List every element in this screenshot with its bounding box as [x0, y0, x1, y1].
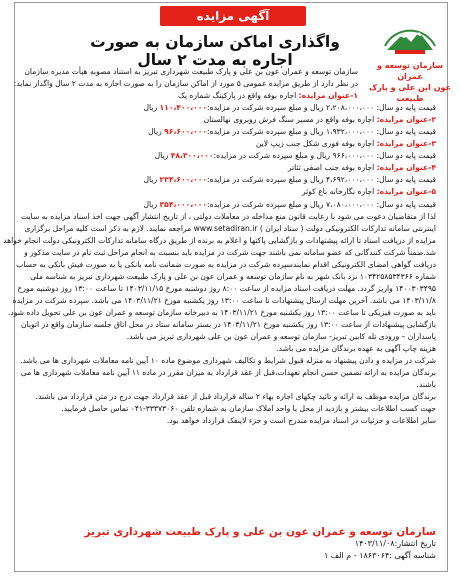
currency-label: ریال [148, 127, 165, 137]
body-line [22, 186, 436, 198]
currency-label: ریال [154, 151, 171, 161]
ad-title: واگذاری اماکن سازمان به صورت اجاره به مدت ۲ سال [90, 33, 340, 69]
body-line [22, 126, 436, 138]
currency-label: ریال [143, 175, 160, 185]
deposit-amount: ۲۳۴،۶۰۰،۰۰۰ [159, 175, 208, 185]
deposit-amount: ۳۵۴،۰۰۰،۰۰۰ [159, 199, 208, 209]
body-line [22, 403, 436, 415]
logo-caption-line2: عون ابن علی و پارک طبیعت [369, 83, 451, 103]
body-text: پاسداران – ورودی تله کابین تبریز- سازمان توسعه و عمران عون بن علی شهرداری تبریز می باشد. [126, 332, 436, 342]
logo-caption-line1: سازمان توسعه و عمران [376, 61, 444, 81]
body-text: اجاره بوفه فوری شکل جنب زیپ لاین [255, 139, 377, 149]
body-line [22, 379, 436, 391]
body-text: قیمت پایه دو سال: ۹۶۶،۰۰۰،۰۰۰ ریال و مبلغ سپرده شرکت در مزایده: [213, 151, 436, 161]
body-text: لذا از متقاضیان دعوت می شود با رعایت قانون منع مداخله در معاملات دولتی ، از تاریخ انتشار آگهی جهت اخذ اسناد مزایده به سایت [21, 211, 436, 221]
ad-footer [22, 526, 436, 562]
body-text: باید به صورت فیزیکی تا ساعت ۱۳:۰۰ روز یکشنبه مورخ ۱۴۰۳/۱۱/۲۱ به دبیرخانه سازمان توسعه و عمران عون بن علی تحویل داده شود. [7, 307, 436, 317]
body-text: جهت کسب اطلاعات بیشتر و بازدید از محل با واحد املاک سازمان به شماره تلفن ۳۳۳۷۳۰۶۰-۰۴۱ تماس حاصل فرمایید. [61, 404, 436, 414]
body-text: اجاره بوفه جنب اصفی تئاتر [287, 163, 377, 173]
body-text: اجاره بوفه واقع در مسیر سنگ فرش روبروی نهالستان [203, 115, 377, 125]
item-title: ۱-عنوان مزایده: [298, 91, 358, 101]
body-line [22, 138, 436, 150]
body-text: در نظر دارد از طریق مزایده عمومی ۵ مورد از اماکن سازمان را به صورت اجاره به مدت ۲ سال واگذار نماید: [13, 79, 358, 89]
body-line [17, 283, 436, 295]
currency-label: ریال [143, 199, 160, 209]
body-line [22, 90, 436, 102]
deposit-amount: ۹۶،۶۰۰،۰۰۰ [164, 127, 208, 137]
signature: سازمان توسعه و عمران عون بن علی و پارک طبیعت شهرداری تبریز [84, 526, 436, 538]
body-text: ۱۴۰۰۳۰۳۴۹۵ واریز گردد. مهلت دریافت اسناد مزایده از ساعت ۸:۰۰ روز دوشنبه مورخ ۱۴۰۳/۱۱/۱۵ تا ساعت ۱۳:۰۰ روز دوشنبه مورخ [17, 283, 436, 293]
ad-id: شناسه آگهی :۱۸۶۳۰۶۴ - م الف ۱ [323, 551, 436, 560]
body-text: اینترنتی سامانه تدارکات الکترونیکی دولت ( ستاد ایران ) www.setadiran.ir مراجعه نمایند. لازم به ذکر است کلیه مراحل برگزاری [24, 223, 436, 233]
body-text: اجاره بوفه واقع در پارکینگ شماره یک [178, 91, 299, 101]
ad-body [3, 66, 436, 427]
currency-label: ریال [143, 103, 160, 113]
body-line [22, 271, 436, 283]
body-line [22, 66, 436, 78]
body-text: مزایده از دریافت اسناد تا ارائه پیشنهادات و بازگشایی پاکتها و اعلام به برنده از طریق درگاه سامانه تدارکات الکترونیکی دولت انجام خواهد [3, 235, 436, 245]
body-line [22, 150, 436, 162]
body-text: اجاره نگارخانه باغ کوثر [301, 187, 377, 197]
body-text: شماره ۱۰۳۴۲۵۸۵۳۴۳۶۶ نزد بانک شهر به نام سازمان توسعه و عمران عون بن علی و پارک طبیعت شهرداری تبریز به شناسه ملی [30, 271, 436, 281]
body-text: سازمان توسعه و عمران عون بن علی و پارک طبیعت شهرداری تبریز به استناد مصوبه هیأت مدیره سازمان [24, 67, 358, 76]
body-text: قیمت پایه دو سال: ۱،۹۳۲،۰۰۰،۰۰۰ ریال و مبلغ سپرده شرکت در مزایده: [207, 127, 436, 137]
body-line [3, 235, 436, 247]
body-line [22, 391, 436, 403]
item-title: ۵-عنوان مزایده: [376, 187, 436, 197]
body-text: قیمت پایه دو سال: ۷،۰۸۰،۰۰۰،۰۰۰ ریال و مبلغ سپرده شرکت در مزایده: [207, 199, 436, 209]
body-line [22, 367, 436, 379]
body-line [22, 211, 436, 223]
body-text: برندگان مزایده موظف به ارائه و تائید چکهای اجاره بهاء ۲ ساله قرارداد قبل از عقد قرارداد جهت درج در متن قرارداد می باشند. [35, 392, 436, 402]
body-line [22, 102, 436, 114]
item-title: ۲-عنوان مزایده: [376, 115, 436, 125]
body-line [22, 199, 436, 211]
body-text: بازگشایی پیشنهادات از ساعت ۱۳:۰۰ روز یکشنبه مورخ ۱۴۰۳/۱۱/۲۱ در بستر سامانه ستاد در محل اتاق جلسه سازمان واقع در اتوبان [20, 319, 436, 329]
body-line [13, 78, 436, 90]
body-text: شد.ضمناً شرکت کنندگانی که عضو سامانه نمی باشند جهت شرکت در مزایده باید بنسبت به انجام مراحل ثبت نام در سایت مذکور و [24, 247, 436, 257]
body-line [7, 307, 436, 319]
emblem-base [395, 50, 425, 54]
publish-date: تاریخ انتشار:۱۴۰۳/۱۱/۰۸ [354, 539, 436, 548]
body-line [22, 319, 436, 331]
body-text: ۱۴۰۳/۱۱/۸ می باشد. آخرین مهلت ارسال پیشنهادات تا ساعت ۱۳:۰۰ روز یکشنبه مورخ ۱۴۰۳/۱۱/۲۱ می باشد. سپرده شرکت در مزایده [12, 295, 436, 305]
body-line [16, 259, 436, 271]
body-line [22, 331, 436, 343]
body-text: باشند. [416, 380, 436, 390]
body-line [22, 162, 436, 174]
body-line [22, 174, 436, 186]
body-text: قیمت پایه دو سال: ۲،۲۰۸،۰۰۰،۰۰۰ ریال و مبلغ سپرده شرکت در مزایده: [207, 103, 436, 113]
body-line [22, 415, 436, 427]
body-text: دریافت گواهی امضای الکترونیکی اقدام نمایندسپرده شرکت در مزایده به صورت ضمانت نامه بانکی یا به صورت فیش بانکی به حساب [16, 259, 436, 269]
body-text: هزینه چاپ آگهی به عهده برندگان مزایده می باشد. [276, 344, 436, 354]
deposit-amount: ۱۱۰،۴۰۰،۰۰۰ [159, 103, 208, 113]
body-line [22, 343, 436, 355]
body-text: برندگان مزایده به ارائه تضمین حسن انجام تعهدات،قبل از عقد قرارداد به میزان مقرر در ماده ۱۱ آیین نامه معاملات شهرداری ها می [20, 368, 436, 378]
body-line [22, 247, 436, 259]
body-line [22, 223, 436, 235]
deposit-amount: ۴۸،۳۰۰،۰۰۰ [170, 151, 214, 161]
body-text: شرکت در مزایده و دادن پیشنهاد به منزله قبول شرایط و تکالیف شهرداری موضوع ماده ۱۰ آیین نامه معاملات شهرداری ها می باشد. [20, 356, 436, 366]
auction-badge: آگهی مزایده [160, 6, 306, 26]
body-line [22, 355, 436, 367]
body-line [22, 114, 436, 126]
body-line [12, 295, 436, 307]
body-text: سایر اطلاعات و جزئیات در اسناد مزایده مندرج است و جزء لاینفک قرارداد خواهد بود. [166, 416, 436, 426]
item-title: ۴-عنوان مزایده: [376, 163, 436, 173]
body-text: قیمت پایه دو سال: ۴،۶۹۲،۰۰۰،۰۰۰ ریال و مبلغ سپرده شرکت در مزایده: [207, 175, 436, 185]
item-title: ۳-عنوان مزایده: [376, 139, 436, 149]
